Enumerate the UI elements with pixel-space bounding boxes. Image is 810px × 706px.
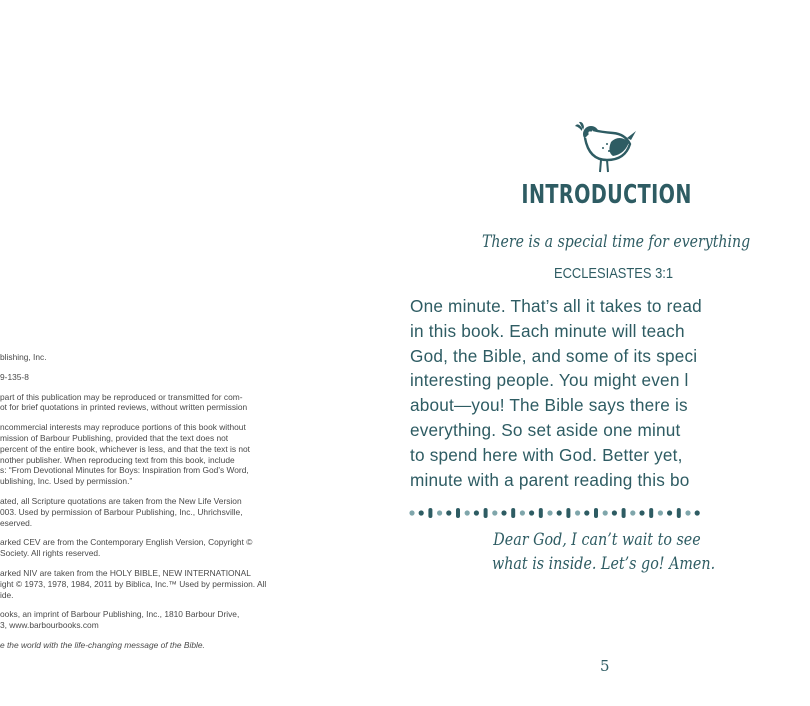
page-title: INTRODUCTION (521, 180, 692, 210)
copyright-line: ncommercial interests may reproduce portions of this book without (0, 422, 246, 433)
scripture-reference: ECCLESIASTES 3:1 (554, 265, 674, 282)
bird-icon (573, 120, 637, 178)
body-line: interesting people. You might even l (410, 370, 689, 391)
divider-dot (547, 510, 552, 515)
copyright-line: ot for brief quotations in printed reviews, without written permission (0, 402, 248, 413)
dotted-divider (410, 507, 710, 519)
copyright-line: s: “From Devotional Minutes for Boys: Inspiration from God’s Word, (0, 465, 249, 476)
divider-dot (677, 508, 681, 518)
copyright-line: arked CEV are from the Contemporary English Version, Copyright © (0, 537, 253, 548)
divider-dot (695, 510, 700, 515)
divider-dot (622, 508, 626, 518)
divider-dot (409, 510, 414, 515)
copyright-line: ated, all Scripture quotations are taken from the New Life Version (0, 495, 242, 506)
divider-dot (649, 508, 653, 518)
copyright-line: 3, www.barbourbooks.com (0, 620, 99, 631)
left-page (0, 0, 340, 706)
prayer-line: what is inside. Let’s go! Amen. (492, 554, 716, 574)
page-number: 5 (600, 657, 610, 675)
scripture-quote: There is a special time for everything (482, 232, 751, 252)
body-line: about—you! The Bible says there is (410, 395, 688, 416)
divider-dot (511, 508, 515, 518)
prayer-line: Dear God, I can’t wait to see (493, 530, 701, 550)
copyright-line: blishing, Inc. (0, 352, 47, 362)
copyright-line: part of this publication may be reproduced or transmitted for com- (0, 391, 243, 402)
copyright-line: ooks, an imprint of Barbour Publishing, Inc., 1810 Barbour Drive, (0, 609, 240, 620)
divider-dot (667, 510, 672, 515)
body-line: in this book. Each minute will teach (410, 320, 685, 341)
tagline: e the world with the life-changing message of the Bible. (0, 639, 205, 650)
divider-dot (630, 510, 635, 515)
divider-dot (612, 510, 617, 515)
copyright-line: Society. All rights reserved. (0, 548, 101, 559)
body-paragraph (410, 294, 810, 492)
copyright-line: ight © 1973, 1978, 1984, 2011 by Biblica, Inc.™ Used by permission. All (0, 578, 267, 589)
divider-dot (584, 510, 589, 515)
copyright-line: arked NIV are taken from the HOLY BIBLE, NEW INTERNATIONAL (0, 567, 251, 578)
divider-dot (520, 510, 525, 515)
copyright-block (0, 352, 320, 651)
divider-dot (446, 510, 451, 515)
divider-dot (529, 510, 534, 515)
body-line: to spend here with God. Better yet, (410, 444, 683, 465)
copyright-line: ublishing, Inc. Used by permission.” (0, 476, 133, 487)
body-line: minute with a parent reading this bo (410, 469, 690, 490)
divider-dot (557, 510, 562, 515)
divider-dot (603, 510, 608, 515)
divider-dot (474, 510, 479, 515)
copyright-line: ide. (0, 589, 14, 600)
divider-dot (501, 510, 506, 515)
body-line: One minute. That’s all it takes to read (410, 296, 702, 316)
divider-dot (639, 510, 644, 515)
copyright-line: nother publisher. When reproducing text from this book, include (0, 454, 235, 465)
divider-dot (428, 508, 432, 518)
right-page (372, 0, 751, 706)
body-line: everything. So set aside one minut (410, 419, 681, 440)
copyright-line: mission of Barbour Publishing, provided that the text does not (0, 432, 229, 443)
prayer (492, 528, 716, 576)
divider-dot (419, 510, 424, 515)
divider-dot (437, 510, 442, 515)
copyright-line: 9-135-8 (0, 371, 29, 382)
divider-dot (658, 510, 663, 515)
divider-dot (539, 508, 543, 518)
copyright-line: eserved. (0, 517, 33, 528)
divider-dot (685, 510, 690, 515)
divider-dot (594, 508, 598, 518)
body-line: God, the Bible, and some of its speci (410, 345, 698, 366)
divider-dot (456, 508, 460, 518)
divider-dot (566, 508, 570, 518)
divider-dot (492, 510, 497, 515)
copyright-line: 003. Used by permission of Barbour Publishing, Inc., Uhrichsville, (0, 506, 243, 517)
divider-dot (575, 510, 580, 515)
divider-dot (484, 508, 488, 518)
copyright-line: percent of the entire book, whichever is less, and that the text is not (0, 443, 250, 454)
divider-dot (465, 510, 470, 515)
